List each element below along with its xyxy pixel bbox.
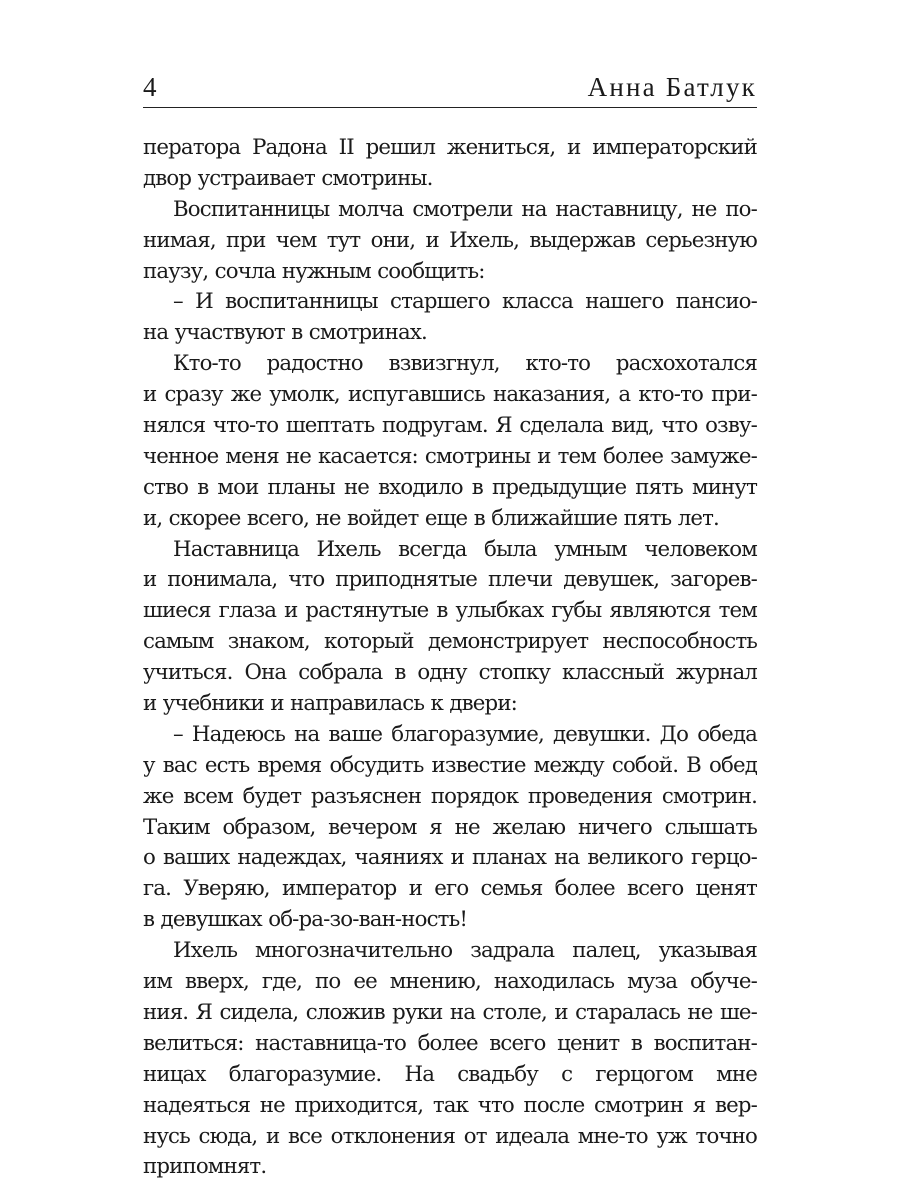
text-line: надеяться не приходится, так что после смотрин я вер-: [143, 1092, 757, 1118]
text-line: велиться: наставница-то более всего ценит в воспитан-: [143, 1030, 757, 1056]
text-line: ния. Я сидела, сложив руки на столе, и старалась не ше-: [143, 999, 757, 1025]
text-line: нялся что-то шептать подругам. Я сделала вид, что озву-: [143, 413, 757, 439]
body-text: [143, 133, 757, 1183]
text-line: и понимала, что приподнятые плечи девушек, загорев-: [143, 567, 757, 593]
text-line: же всем будет разъяснен порядок проведения смотрин.: [143, 783, 757, 809]
text-line: ператора Радона II решил жениться, и императорский: [143, 135, 757, 160]
running-title: Анна Батлук: [587, 72, 757, 102]
text-line: ницах благоразумие. На свадьбу с герцогом мне: [143, 1061, 757, 1087]
text-line: ство в мои планы не входило в предыдущие пять минут: [143, 474, 757, 500]
text-line: га. Уверяю, император и его семья более всего ценят: [143, 876, 757, 902]
text-line: у вас есть время обсудить известие между собой. В обед: [143, 752, 757, 778]
text-line: нимая, при чем тут они, и Ихель, выдержав серьезную: [143, 227, 757, 253]
text-line: в девушках об-ра-зо-ван-ность!: [143, 907, 468, 933]
text-line: Наставница Ихель всегда была умным человеком: [173, 536, 757, 562]
text-line: Таким образом, вечером я не желаю ничего слышать: [143, 814, 757, 840]
text-line: Воспитанницы молча смотрели на наставницу, не по-: [173, 196, 757, 222]
text-line: на участвуют в смотринах.: [143, 320, 427, 346]
text-line: шиеся глаза и растянутые в улыбках губы являются тем: [143, 598, 757, 624]
text-line: самым знаком, который демонстрирует неспособность: [143, 629, 757, 655]
text-line: – И воспитанницы старшего класса нашего пансио-: [173, 289, 757, 315]
text-line: и учебники и направилась к двери:: [143, 691, 517, 717]
text-line: и сразу же умолк, испугавшись наказания, а кто-то при-: [143, 382, 757, 408]
running-head: [143, 66, 757, 106]
text-line: паузу, сочла нужным сообщить:: [143, 258, 485, 284]
text-line: – Надеюсь на ваше благоразумие, девушки. До обеда: [173, 721, 757, 747]
text-line: Ихель многозначительно задрала палец, указывая: [173, 938, 757, 964]
text-line: о ваших надеждах, чаяниях и планах на великого герцо-: [143, 845, 757, 871]
text-line: нусь сюда, и все отклонения от идеала мне-то уж точно: [143, 1123, 757, 1149]
text-line: двор устраивает смотрины.: [143, 165, 433, 191]
page-number: 4: [143, 72, 157, 102]
text-line: им вверх, где, по ее мнению, находилась муза обуче-: [143, 969, 757, 995]
text-line: учиться. Она собрала в одну стопку классный журнал: [143, 660, 757, 686]
header-rule: [143, 107, 757, 108]
text-line: Кто-то радостно взвизгнул, кто-то расхохотался: [173, 351, 757, 377]
text-line: припомнят.: [143, 1154, 267, 1180]
text-line: ченное меня не касается: смотрины и тем более замуже-: [143, 443, 757, 469]
text-line: и, скорее всего, не войдет еще в ближайшие пять лет.: [143, 505, 719, 531]
